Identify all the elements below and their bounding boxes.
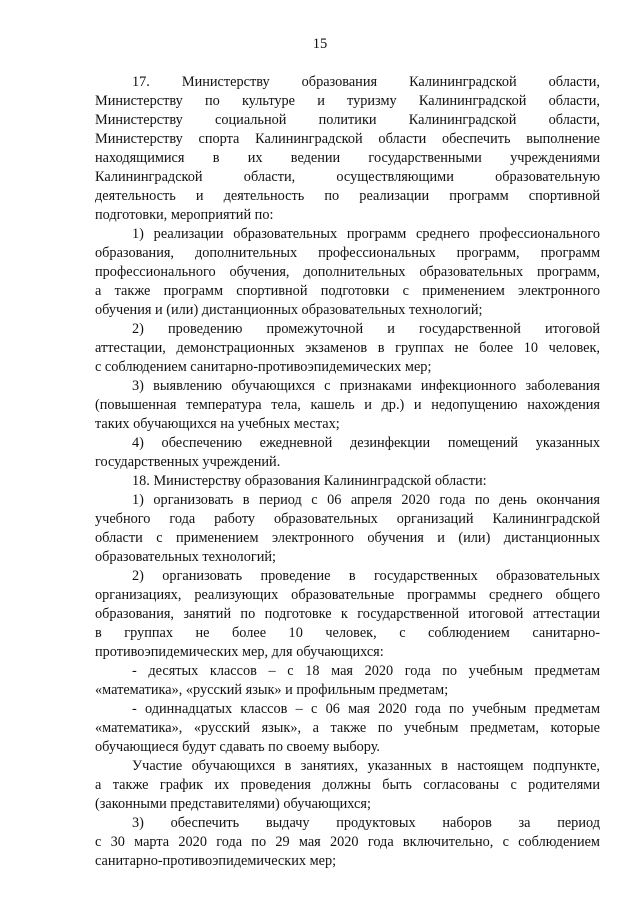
paragraph-line: учебного года работу образовательных организаций Калининградской [95,511,600,527]
paragraph-line: 4) обеспечению ежедневной дезинфекции помещений указанных [132,435,600,451]
paragraph-line: (повышенная температура тела, кашель и др.) и недопущению нахождения [95,397,600,413]
paragraph-line: а также программ спортивной подготовки с применением электронного [95,283,600,299]
list-item-line: обучающиеся будут сдавать по своему выбору. [95,739,381,755]
paragraph-line: Калининградской области, осуществляющими образовательную [95,169,600,185]
paragraph-line: организациях, реализующих образовательные программы среднего общего [95,587,600,603]
paragraph-line: Министерству спорта Калининградской области обеспечить выполнение [95,131,600,147]
paragraph-line: 3) обеспечить выдачу продуктовых наборов за период [132,815,600,831]
page-number: 15 [312,36,328,52]
paragraph-line: Министерству по культуре и туризму Калининградской области, [95,93,600,109]
paragraph-line: обучения и (или) дистанционных образовательных технологий; [95,302,483,318]
paragraph-line: аттестации, демонстрационных экзаменов в группах не более 10 человек, [95,340,600,356]
paragraph-line: образовательных технологий; [95,549,276,565]
paragraph-line: санитарно-противоэпидемических мер; [95,853,337,869]
paragraph-line: области с применением электронного обучения и (или) дистанционных [95,530,600,546]
section-heading-line: 18. Министерству образования Калининградской области: [132,473,487,489]
paragraph-line: деятельность и деятельность по реализации программ спортивной [95,188,600,204]
paragraph-line: в группах не более 10 человек, с соблюдением санитарно- [95,625,600,641]
paragraph-line: 3) выявлению обучающихся с признаками инфекционного заболевания [132,378,600,394]
paragraph-line: Министерству социальной политики Калининградской области, [95,112,600,128]
list-item-line: - одиннадцатых классов – с 06 мая 2020 года по учебным предметам [132,701,600,717]
paragraph-line: образования, занятий по подготовке к государственной итоговой аттестации [95,606,600,622]
paragraph-line: Участие обучающихся в занятиях, указанных в настоящем подпункте, [132,758,600,774]
list-item-line: «математика», «русский язык» и профильным предметам; [95,682,449,698]
paragraph-line: противоэпидемических мер, для обучающихся: [95,644,384,660]
paragraph-line: 2) организовать проведение в государственных образовательных [132,568,600,584]
paragraph-line: с 30 марта 2020 года по 29 мая 2020 года включительно, с соблюдением [95,834,600,850]
paragraph-line: таких обучающихся на учебных местах; [95,416,340,432]
paragraph-line: 1) организовать в период с 06 апреля 2020 года по день окончания [132,492,600,508]
paragraph-line: профессионального обучения, дополнительных образовательных программ, [95,264,600,280]
paragraph-line: 2) проведению промежуточной и государственной итоговой [132,321,600,337]
paragraph-line: подготовки, мероприятий по: [95,207,274,223]
paragraph-line: 1) реализации образовательных программ среднего профессионального [132,226,600,242]
paragraph-line: государственных учреждений. [95,454,281,470]
paragraph-line: а также график их проведения должны быть согласованы с родителями [95,777,600,793]
list-item-line: - десятых классов – с 18 мая 2020 года по учебным предметам [132,663,600,679]
paragraph-line: образования, дополнительных профессиональных программ, программ [95,245,600,261]
paragraph-line: 17. Министерству образования Калининградской области, [132,74,600,90]
paragraph-line: с соблюдением санитарно-противоэпидемических мер; [95,359,432,375]
paragraph-line: (законными представителями) обучающихся; [95,796,371,812]
paragraph-line: находящимися в их ведении государственными учреждениями [95,150,600,166]
list-item-line: «математика», «русский язык», а также по учебным предметам, которые [95,720,600,736]
